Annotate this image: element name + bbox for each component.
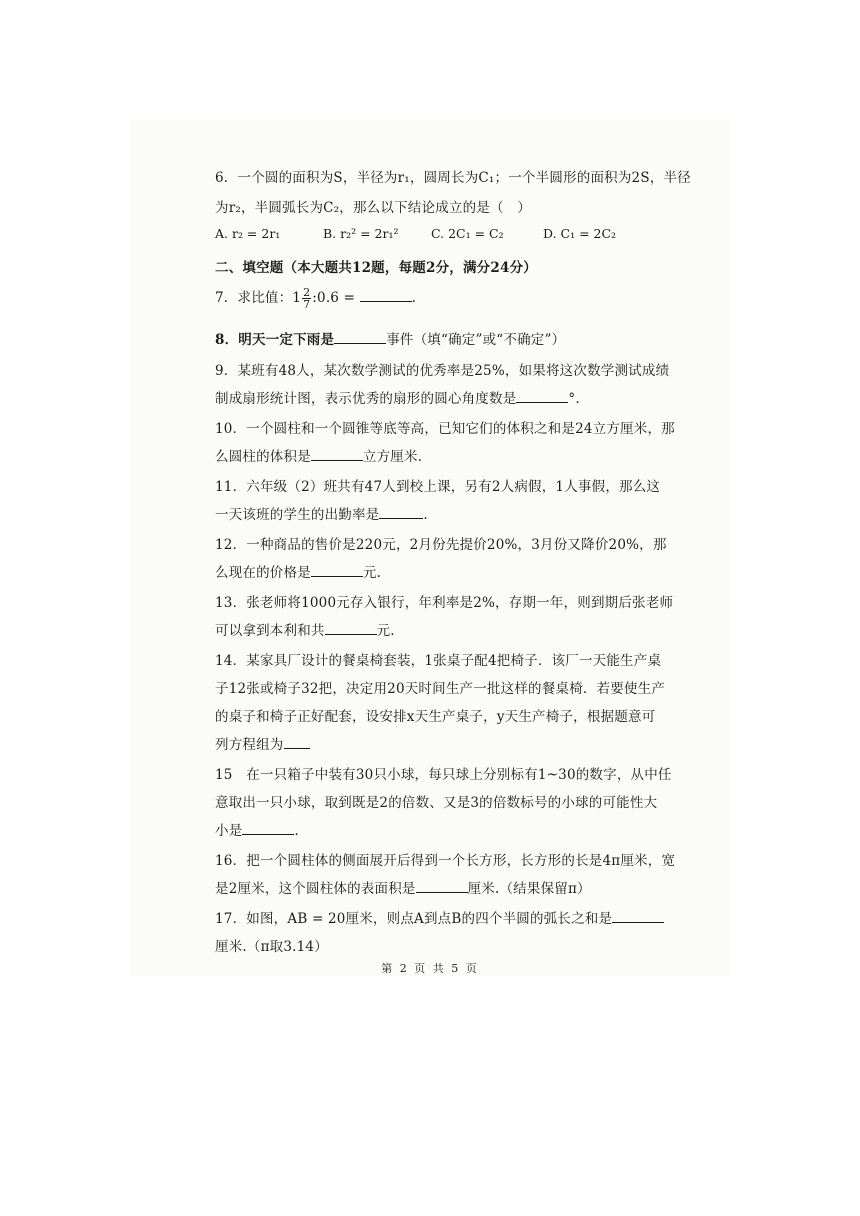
- q15-text-b: .: [294, 823, 299, 839]
- section2-title: 二、填空题（本大题共12题，每题2分，满分24分）: [215, 260, 537, 276]
- q13-answer-blank[interactable]: [325, 622, 377, 635]
- q10-line2: [215, 445, 422, 465]
- q15-line1: 15 在一只箱子中装有30只小球，每只球上分别标有1~30的数字，从中任: [215, 767, 672, 783]
- q15-line3: [215, 819, 299, 839]
- q12-line2: [215, 561, 381, 581]
- q14-line2: 子12张或椅子32把，决定用20天时间生产一批这样的餐桌椅．若要使生产: [215, 681, 666, 697]
- q7-line: [215, 286, 416, 310]
- q13-line2: [215, 619, 395, 639]
- q7-end: .: [411, 290, 417, 306]
- q8-text-a: 8．明天一定下雨是: [215, 332, 335, 348]
- q8-text-b: 事件（填“确定”或“不确定”）: [386, 332, 566, 348]
- q8-answer-blank[interactable]: [334, 331, 386, 344]
- q16-answer-blank[interactable]: [416, 880, 468, 893]
- q6-line1: 6．一个圆的面积为S，半径为r₁，圆周长为C₁；一个半圆形的面积为2S，半径: [215, 170, 691, 186]
- q17-text: 17．如图，AB = 20厘米，则点A到点B的四个半圆的弧长之和是: [215, 911, 613, 927]
- q9-line2: [215, 387, 580, 407]
- page-footer: 第 2 页 共 5 页: [381, 962, 479, 975]
- q12-text-a: 么现在的价格是: [215, 565, 311, 581]
- q10-answer-blank[interactable]: [311, 448, 363, 461]
- q12-answer-blank[interactable]: [311, 564, 363, 577]
- q11-line2: [215, 503, 428, 523]
- q13-text-a: 可以拿到本利和共: [215, 623, 325, 639]
- q17-line2: 厘米.（π取3.14）: [215, 939, 328, 955]
- q10-text-a: 么圆柱的体积是: [215, 449, 311, 465]
- q15-answer-blank[interactable]: [242, 822, 294, 835]
- q16-line2: [215, 877, 591, 897]
- q7-prefix: 7．求比值：1: [215, 290, 302, 306]
- q14-line1: 14．某家具厂设计的餐桌椅套装，1张桌子配4把椅子．该厂一天能生产桌: [215, 653, 662, 669]
- q7-suffix: :0.6 =: [312, 290, 360, 306]
- q7-frac-den: 7: [303, 298, 311, 311]
- q14-text-a: 列方程组为: [215, 737, 284, 753]
- q11-line1: 11．六年级（2）班共有47人到校上课，另有2人病假，1人事假，那么这: [215, 479, 661, 495]
- q6-option-a: A. r₂ = 2r₁: [215, 226, 281, 241]
- q16-line1: 16．把一个圆柱体的侧面展开后得到一个长方形，长方形的长是4π厘米，宽: [215, 853, 676, 869]
- q10-line1: 10．一个圆柱和一个圆锥等底等高，已知它们的体积之和是24立方厘米，那: [215, 421, 675, 437]
- q12-line1: 12．一种商品的售价是220元，2月份先提价20%，3月份又降价20%，那: [215, 537, 667, 553]
- q6-option-b: B. r₂² = 2r₁²: [323, 226, 399, 241]
- q16-text-b: 厘米.（结果保留π）: [467, 881, 591, 897]
- q7-fraction: [302, 287, 311, 310]
- q6-option-c: C. 2C₁ = C₂: [431, 226, 504, 241]
- q11-answer-blank[interactable]: [379, 506, 423, 519]
- q13-text-b: 元.: [376, 623, 395, 639]
- q17-answer-blank[interactable]: [612, 910, 664, 923]
- q14-answer-blank[interactable]: [284, 736, 310, 749]
- q9-text-b: °.: [568, 391, 580, 407]
- q9-text-a: 制成扇形统计图，表示优秀的扇形的圆心角度数是: [215, 391, 517, 407]
- q9-line1: 9．某班有48人，某次数学测试的优秀率是25%，如果将这次数学测试成绩: [215, 363, 670, 379]
- q15-text-a: 小是: [215, 823, 243, 839]
- q15-line2: 意取出一只小球，取到既是2的倍数、又是3的倍数标号的小球的可能性大: [215, 795, 658, 811]
- q7-frac-num: 2: [303, 286, 311, 299]
- q14-line3: 的桌子和椅子正好配套，设安排x天生产桌子，y天生产椅子，根据题意可: [215, 709, 656, 725]
- q11-text-b: .: [423, 507, 428, 523]
- q11-text-a: 一天该班的学生的出勤率是: [215, 507, 380, 523]
- q12-text-b: 元.: [362, 565, 382, 581]
- q8-line: [215, 328, 565, 348]
- q6-line2: 为r₂，半圆弧长为C₂，那么以下结论成立的是（ ）: [215, 200, 532, 216]
- q16-text-a: 是2厘米，这个圆柱体的表面积是: [215, 881, 416, 897]
- q17-line1: [215, 907, 664, 927]
- q7-answer-blank[interactable]: [360, 289, 412, 302]
- q6-option-d: D. C₁ = 2C₂: [543, 226, 617, 241]
- q14-line4: [215, 733, 310, 753]
- q9-answer-blank[interactable]: [516, 390, 568, 403]
- q10-text-b: 立方厘米.: [362, 449, 423, 465]
- q13-line1: 13．张老师将1000元存入银行，年利率是2%，存期一年，则到期后张老师: [215, 595, 674, 611]
